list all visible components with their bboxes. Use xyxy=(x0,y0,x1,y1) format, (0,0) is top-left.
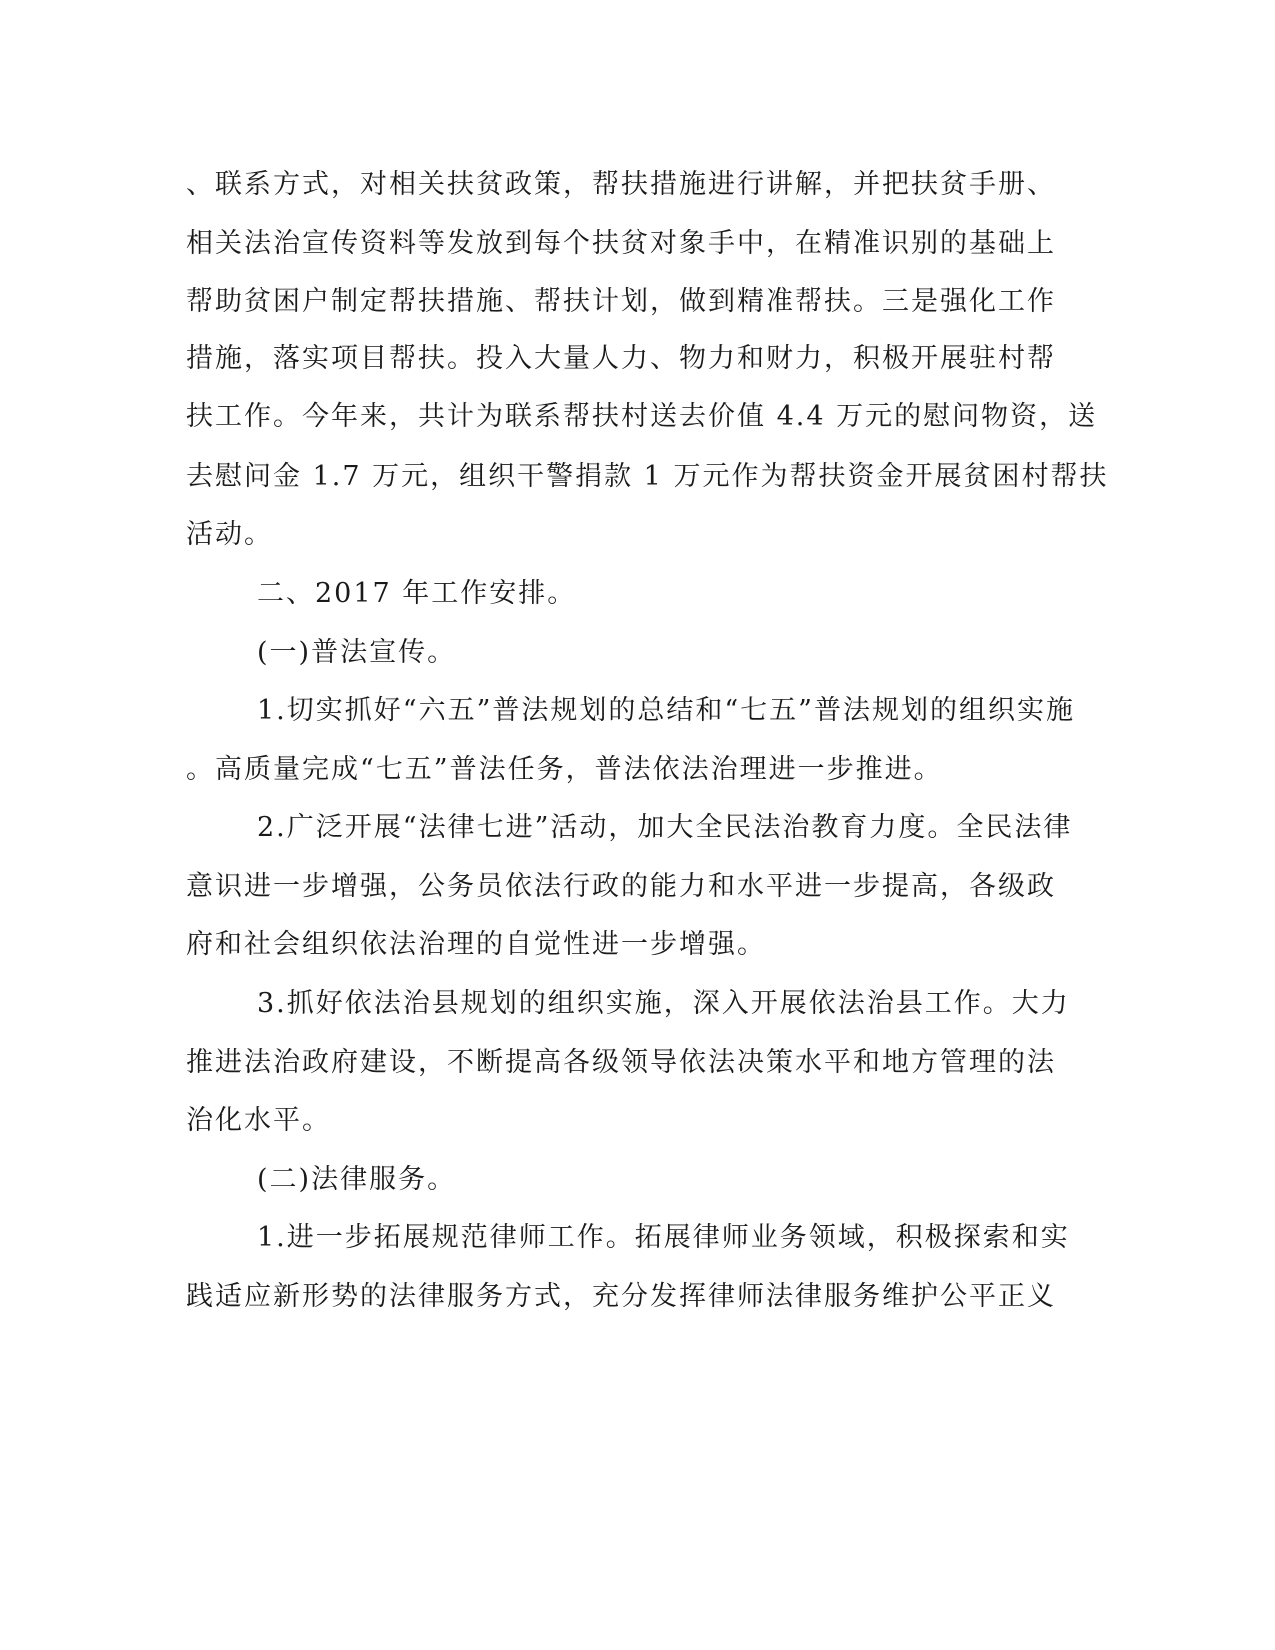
text-line: 府和社会组织依法治理的自觉性进一步增强。 xyxy=(186,929,766,960)
text-line: 。高质量完成“七五”普法任务，普法依法治理进一步推进。 xyxy=(186,754,943,785)
section-heading: 二、2017 年工作安排。 xyxy=(257,578,577,609)
text-line: 践适应新形势的法律服务方式，充分发挥律师法律服务维护公平正义 xyxy=(186,1281,1056,1312)
subsection-heading: (二)法律服务。 xyxy=(257,1164,457,1195)
text-line: 相关法治宣传资料等发放到每个扶贫对象手中，在精准识别的基础上 xyxy=(186,228,1056,259)
text-line: 3.抓好依法治县规划的组织实施，深入开展依法治县工作。大力 xyxy=(257,988,1070,1019)
text-line: 1.进一步拓展规范律师工作。拓展律师业务领域，积极探索和实 xyxy=(257,1222,1070,1253)
text-line: 治化水平。 xyxy=(186,1105,331,1136)
text-line: 帮助贫困户制定帮扶措施、帮扶计划，做到精准帮扶。三是强化工作 xyxy=(186,286,1056,317)
text-line: 推进法治政府建设，不断提高各级领导依法决策水平和地方管理的法 xyxy=(186,1047,1056,1078)
subsection-heading: (一)普法宣传。 xyxy=(257,637,457,668)
text-line: 扶工作。今年来，共计为联系帮扶村送去价值 4.4 万元的慰问物资，送 xyxy=(186,401,1098,432)
text-line: 去慰问金 1.7 万元，组织干警捐款 1 万元作为帮扶资金开展贫困村帮扶 xyxy=(186,461,1109,492)
text-line: 2.广泛开展“法律七进”活动，加大全民法治教育力度。全民法律 xyxy=(257,812,1073,843)
text-line: 措施，落实项目帮扶。投入大量人力、物力和财力，积极开展驻村帮 xyxy=(186,343,1056,374)
text-line: 、联系方式，对相关扶贫政策，帮扶措施进行讲解，并把扶贫手册、 xyxy=(186,169,1056,200)
text-line: 活动。 xyxy=(186,519,273,550)
text-line: 1.切实抓好“六五”普法规划的总结和“七五”普法规划的组织实施 xyxy=(257,695,1075,726)
text-line: 意识进一步增强，公务员依法行政的能力和水平进一步提高，各级政 xyxy=(186,871,1056,902)
